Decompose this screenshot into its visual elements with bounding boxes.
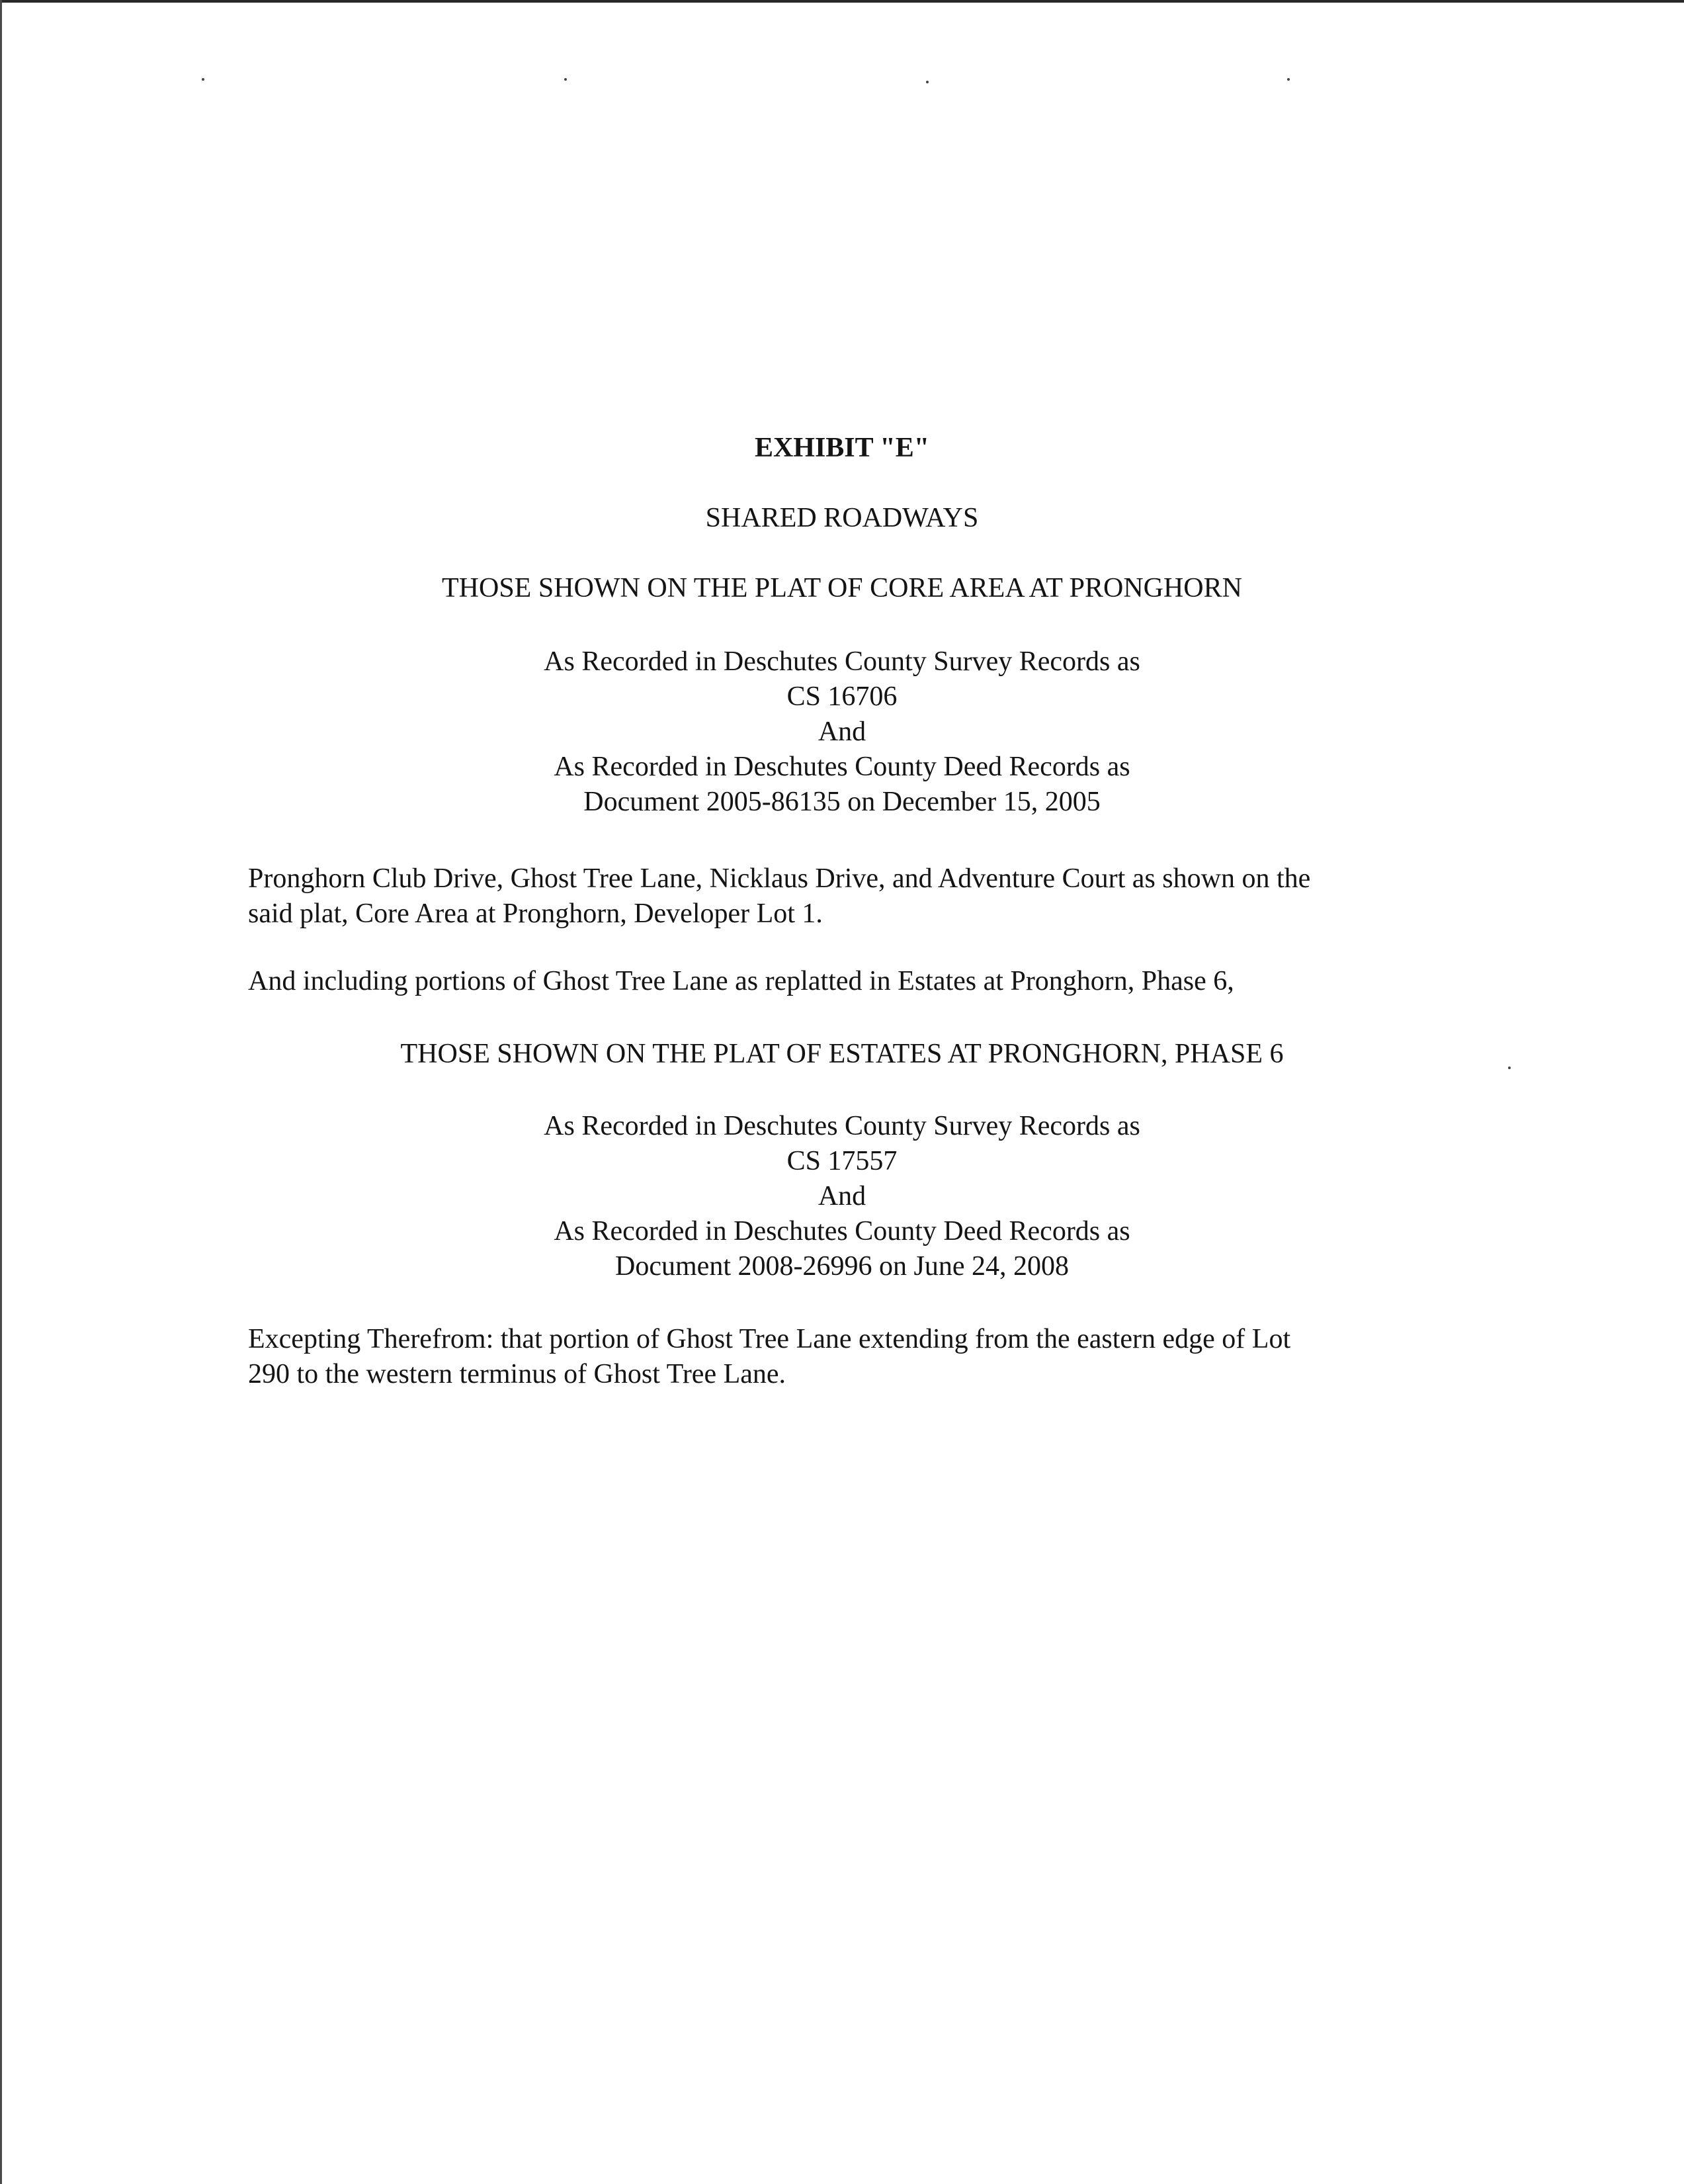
scan-speck [1287, 78, 1290, 81]
exception-line: Excepting Therefrom: that portion of Ghost Tree Lane extending from the eastern edge of Lot [248, 1324, 1291, 1354]
subtitle: SHARED ROADWAYS [705, 503, 979, 533]
section1-heading: THOSE SHOWN ON THE PLAT OF CORE AREA AT PRONGHORN [442, 573, 1242, 603]
section1-record-line: As Recorded in Deschutes County Deed Records as [554, 752, 1130, 782]
scan-speck [564, 78, 567, 81]
section1-record-line: CS 16706 [786, 681, 898, 712]
section2-record-line: As Recorded in Deschutes County Survey Records as [544, 1111, 1140, 1141]
section2-record-line: Document 2008-26996 on June 24, 2008 [615, 1251, 1069, 1282]
section1-record-line: Document 2005-86135 on December 15, 2005 [583, 787, 1101, 817]
section2-record-line: CS 17557 [786, 1146, 898, 1176]
section1-record-line: As Recorded in Deschutes County Survey Records as [544, 646, 1140, 677]
including-line: And including portions of Ghost Tree Lane as replatted in Estates at Pronghorn, Phase 6, [248, 966, 1234, 996]
section1-paragraph-line: Pronghorn Club Drive, Ghost Tree Lane, Nicklaus Drive, and Adventure Court as shown on the [248, 863, 1311, 894]
section2-record-line: As Recorded in Deschutes County Deed Records as [554, 1216, 1130, 1246]
exhibit-title: EXHIBIT "E" [754, 433, 930, 463]
section1-paragraph-line: said plat, Core Area at Pronghorn, Developer Lot 1. [248, 898, 823, 929]
scan-speck [202, 78, 204, 81]
section2-heading: THOSE SHOWN ON THE PLAT OF ESTATES AT PRONGHORN, PHASE 6 [400, 1039, 1284, 1069]
scan-border-top [0, 0, 1684, 3]
section1-record-line: And [818, 717, 866, 747]
scan-speck [926, 81, 929, 83]
scan-border-left [0, 0, 2, 2184]
exception-line: 290 to the western terminus of Ghost Tree Lane. [248, 1359, 786, 1389]
section2-record-line: And [818, 1181, 866, 1211]
